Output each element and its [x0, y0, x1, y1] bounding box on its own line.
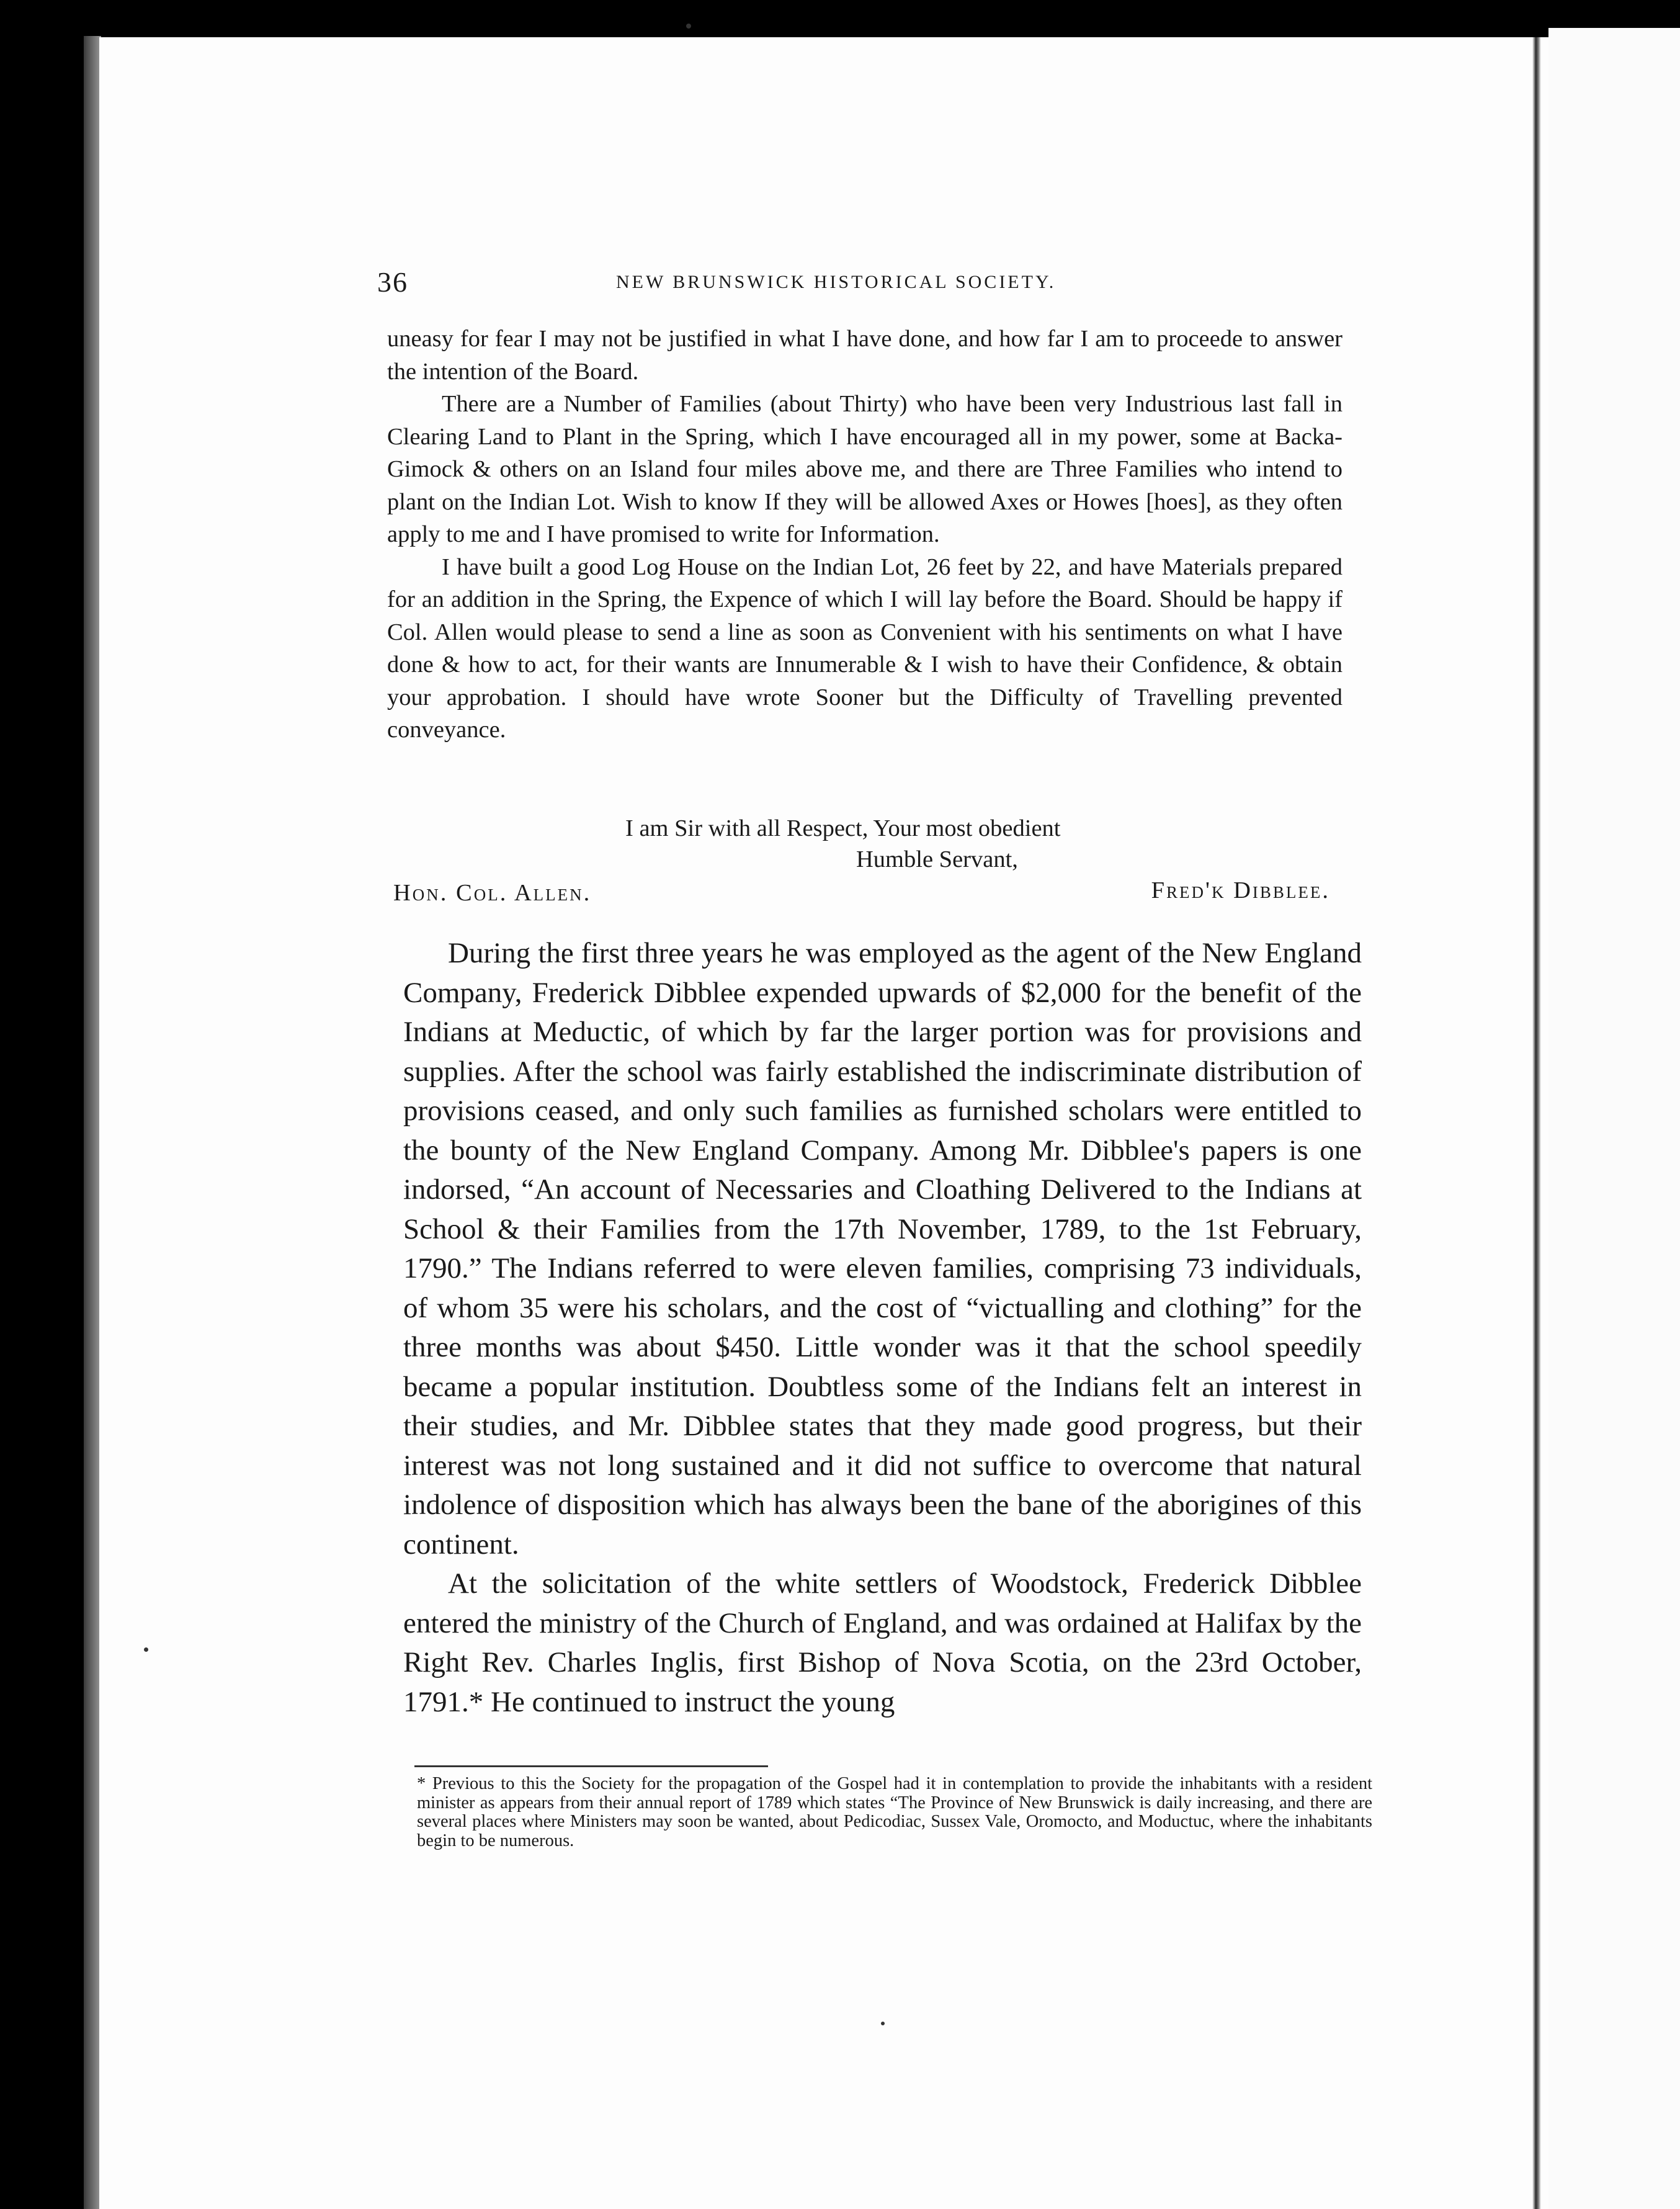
running-head-title: NEW BRUNSWICK HISTORICAL SOCIETY.	[616, 272, 1057, 292]
closing-salutation: I am Sir with all Respect, Your most obedient	[625, 815, 1061, 841]
footnote: * Previous to this the Society for the propagation of the Gospel had it in contemplation to provide the inhabitants with a resident minister as appears from their annual report of 1789 which states “The Province of New Brunswick is daily increasing, and there are several places where Ministers may soon be wanted, about Pedicodiac, Sussex Vale, Oromocto, and Moductuc, where the inhabitants begin to be numerous.	[417, 1774, 1372, 1850]
scan-speck	[881, 2022, 885, 2025]
scan-speck	[144, 1647, 148, 1652]
letter-signature: Fred'k Dibblee.	[1151, 877, 1330, 903]
scan-speck	[686, 24, 691, 29]
signature-row	[387, 875, 1343, 910]
running-head	[377, 266, 1345, 303]
quoted-letter	[387, 323, 1343, 746]
letter-paragraph: There are a Number of Families (about Thirty) who have been very Industrious last fall in Clearing Land to Plant in the Spring, which I have encouraged all in my power, some at Backa-Gimock & others on an Island four miles above me, and there are Three Families who intend to plant on the Indian Lot. Wish to know If they will be allowed Axes or Howes [hoes], as they often apply to me and I have promised to write for Information.	[387, 391, 1343, 547]
letter-closing	[387, 813, 1343, 910]
gutter-shadow	[1532, 37, 1541, 2209]
footnote-rule	[414, 1765, 768, 1767]
body-text	[403, 934, 1362, 1722]
body-paragraph: During the first three years he was employed as the agent of the New England Company, Frederick Dibblee expended upwards of $2,000 for the benefit of the Indians at Meductic, of which by far the larger portion was for provisions and supplies. After the school was fairly established the indiscriminate distribution of provisions ceased, and only such families as furnished scholars were entitled to the bounty of the New England Company. Among Mr. Dibblee's papers is one indorsed, “An account of Necessaries and Cloathing Delivered to the Indians at School & their Families from the 17th November, 1789, to the 1st February, 1790.” The Indians referred to were eleven families, comprising 73 individuals, of whom 35 were his scholars, and the cost of “victualling and clothing” for the three months was about $450. Little wonder was it that the school speedily became a popular institution. Doubtless some of the Indians felt an interest in their studies, and Mr. Dibblee states that they made good progress, but their interest was not long sustained and it did not suffice to overcome that natural indolence of disposition which has always been the bane of the aborigines of this continent.	[403, 937, 1362, 1561]
letter-addressee: Hon. Col. Allen.	[393, 880, 592, 906]
page-edge	[84, 36, 101, 2209]
closing-servant: Humble Servant,	[856, 846, 1018, 872]
body-paragraph: At the solicitation of the white settlers of Woodstock, Frederick Dibblee entered the ministry of the Church of England, and was ordained at Halifax by the Right Rev. Charles Inglis, first Bishop of Nova Scotia, on the 23rd October, 1791.* He continued to instruct the young	[403, 1567, 1362, 1718]
letter-paragraph: uneasy for fear I may not be justified in what I have done, and how far I am to proceede to answer the intention of the Board.	[387, 326, 1343, 385]
facing-page-edge	[1548, 28, 1680, 2209]
letter-paragraph: I have built a good Log House on the Indian Lot, 26 feet by 22, and have Materials prepared for an addition in the Spring, the Expence of which I will lay before the Board. Should be happy if Col. Allen would please to send a line as soon as Convenient with his sentiments on what I have done & how to act, for their wants are Innumerable & I wish to have their Confidence, & obtain your approbation. I should have wrote Sooner but the Difficulty of Travelling prevented conveyance.	[387, 553, 1343, 743]
page-number: 36	[377, 266, 408, 298]
